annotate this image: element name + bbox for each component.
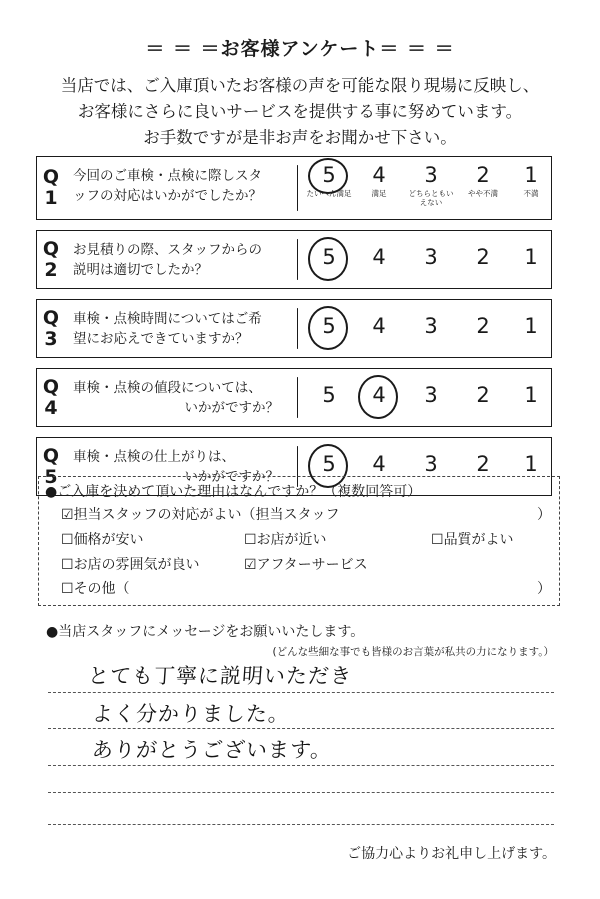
score-value: 2 bbox=[476, 383, 490, 407]
score-option[interactable] bbox=[507, 157, 555, 219]
score-option[interactable] bbox=[507, 231, 555, 288]
intro-line: お手数ですが是非お声をお聞かせ下さい。 bbox=[143, 128, 457, 147]
score-value: 3 bbox=[424, 452, 438, 476]
divider bbox=[297, 308, 298, 349]
score-group bbox=[303, 300, 551, 357]
divider bbox=[297, 165, 298, 211]
score-value: 2 bbox=[476, 245, 490, 269]
message-heading: ●当店スタッフにメッセージをお願いいたします。 bbox=[46, 624, 365, 640]
question-text-line: 今回のご車検・点検に際しスタ bbox=[73, 168, 262, 184]
writing-line bbox=[48, 765, 554, 766]
writing-line bbox=[48, 824, 554, 825]
selected-circle-icon bbox=[308, 237, 348, 281]
score-value: 1 bbox=[524, 452, 538, 476]
question-number-char: Q bbox=[42, 166, 60, 188]
question-number-char: 1 bbox=[44, 187, 58, 209]
score-label: 不満 bbox=[523, 189, 539, 198]
intro-text bbox=[0, 73, 600, 151]
reason-label: アフターサービス bbox=[256, 557, 368, 573]
question-number bbox=[37, 369, 65, 426]
checkbox-icon[interactable]: ☐ bbox=[61, 532, 74, 548]
score-group bbox=[303, 231, 551, 288]
score-group bbox=[303, 157, 551, 219]
reason-label: お店の雰囲気が良い bbox=[73, 557, 200, 573]
score-option[interactable] bbox=[355, 157, 403, 219]
reasons-box bbox=[38, 476, 560, 606]
score-value: 4 bbox=[372, 452, 386, 476]
question-number-char: 5 bbox=[44, 465, 58, 488]
question-text-line: ッフの対応はいかがでしたか？ bbox=[73, 188, 262, 204]
question-number bbox=[37, 231, 65, 288]
close-paren: ） bbox=[537, 581, 551, 597]
score-option[interactable] bbox=[459, 369, 507, 426]
score-value: 5 bbox=[322, 452, 336, 476]
score-option[interactable] bbox=[305, 231, 353, 288]
question-text-line: 車検・点検時間についてはご希 bbox=[73, 311, 262, 327]
score-group bbox=[303, 369, 551, 426]
score-value: 2 bbox=[476, 314, 490, 338]
footer-thanks: ご協力心よりお礼申し上げます。 bbox=[347, 846, 556, 862]
score-value: 5 bbox=[322, 314, 336, 338]
score-option[interactable] bbox=[407, 157, 455, 219]
score-value: 1 bbox=[524, 163, 538, 187]
score-option[interactable] bbox=[459, 231, 507, 288]
score-label: やや不満 bbox=[468, 189, 498, 198]
intro-line: 当店では、ご入庫頂いたお客様の声を可能な限り現場に反映し、 bbox=[60, 76, 540, 95]
question-number bbox=[37, 300, 65, 357]
selected-circle-icon bbox=[308, 306, 348, 350]
score-value: 4 bbox=[372, 383, 386, 407]
checkbox-icon[interactable]: ☐ bbox=[61, 557, 74, 573]
score-value: 4 bbox=[372, 163, 386, 187]
checkbox-checked-icon[interactable]: ☑ bbox=[61, 507, 74, 523]
question-text-line: お見積りの際、スタッフからの bbox=[73, 242, 262, 258]
question-table bbox=[36, 156, 552, 506]
divider bbox=[297, 239, 298, 280]
selected-circle-icon bbox=[308, 158, 348, 194]
question-text bbox=[73, 240, 285, 280]
score-label: 満足 bbox=[371, 189, 387, 198]
score-value: 5 bbox=[322, 245, 336, 269]
score-value: 5 bbox=[322, 383, 336, 407]
question-text bbox=[73, 378, 285, 418]
message-note: (どんな些細な事でも皆様のお言葉が私共の力になります。） bbox=[272, 646, 554, 658]
question-row bbox=[36, 368, 552, 427]
reason-label: お店が近い bbox=[256, 532, 327, 548]
selected-circle-icon bbox=[358, 375, 398, 419]
reason-label: 価格が安い bbox=[73, 532, 144, 548]
checkbox-icon[interactable]: ☐ bbox=[61, 581, 74, 597]
score-option[interactable] bbox=[507, 369, 555, 426]
reason-option-quality[interactable] bbox=[431, 529, 514, 549]
reason-label: 担当スタッフの対応がよい（担当スタッフ bbox=[73, 507, 340, 523]
score-option[interactable] bbox=[459, 300, 507, 357]
question-row bbox=[36, 299, 552, 358]
reasons-heading: ●ご入庫を決めて頂いた理由はなんですか？（複数回答可） bbox=[45, 484, 422, 500]
score-value: 1 bbox=[524, 383, 538, 407]
writing-line bbox=[48, 692, 554, 693]
reason-option-near[interactable] bbox=[244, 529, 327, 549]
question-number-char: Q bbox=[42, 237, 60, 260]
checkbox-icon[interactable]: ☐ bbox=[431, 532, 444, 548]
checkbox-checked-icon[interactable]: ☑ bbox=[244, 557, 257, 573]
reason-option-aftercare[interactable] bbox=[244, 554, 368, 574]
score-value: 5 bbox=[322, 163, 336, 187]
score-value: 1 bbox=[524, 314, 538, 338]
score-option[interactable] bbox=[305, 369, 353, 426]
score-value: 4 bbox=[372, 314, 386, 338]
reason-label: その他（ bbox=[73, 581, 130, 597]
question-number-char: 3 bbox=[44, 327, 58, 350]
question-number-char: Q bbox=[42, 375, 60, 398]
question-row bbox=[36, 156, 552, 220]
question-text bbox=[73, 309, 285, 349]
writing-line bbox=[48, 792, 554, 793]
reason-label: 品質がよい bbox=[443, 532, 514, 548]
handwritten-line: ありがとうございます。 bbox=[91, 738, 334, 762]
score-option[interactable] bbox=[305, 300, 353, 357]
question-text-line: いかがですか？ bbox=[184, 469, 279, 485]
question-number-char: Q bbox=[42, 444, 60, 467]
score-value: 3 bbox=[424, 314, 438, 338]
handwritten-line: よく分かりました。 bbox=[91, 702, 291, 726]
score-option[interactable] bbox=[407, 300, 455, 357]
score-option[interactable] bbox=[355, 231, 403, 288]
question-text-line: 望にお応えできていますか？ bbox=[73, 331, 249, 347]
reason-option-atmosphere[interactable] bbox=[61, 554, 200, 574]
score-option[interactable] bbox=[407, 369, 455, 426]
intro-line: お客様にさらに良いサービスを提供する事に努めています。 bbox=[77, 102, 523, 121]
score-value: 2 bbox=[476, 163, 490, 187]
score-value: 4 bbox=[372, 245, 386, 269]
score-option[interactable] bbox=[407, 231, 455, 288]
reason-option-other[interactable] bbox=[61, 578, 130, 598]
score-value: 1 bbox=[524, 245, 538, 269]
question-text bbox=[73, 166, 285, 206]
question-text-line: 車検・点検の仕上がりは、 bbox=[73, 449, 235, 465]
score-option[interactable] bbox=[355, 369, 403, 426]
score-label: たいへん満足 bbox=[306, 189, 352, 198]
handwritten-line: とても丁寧に説明いただき bbox=[87, 664, 353, 688]
writing-line bbox=[48, 728, 554, 729]
question-text-line: 車検・点検の値段については、 bbox=[73, 380, 262, 396]
divider bbox=[297, 377, 298, 418]
close-paren: ） bbox=[537, 507, 551, 523]
question-text-line: 説明は適切でしたか？ bbox=[73, 262, 208, 278]
score-value: 3 bbox=[424, 383, 438, 407]
question-number-char: Q bbox=[42, 306, 60, 329]
reason-option-staff[interactable] bbox=[61, 504, 340, 524]
score-option[interactable] bbox=[507, 300, 555, 357]
score-label: どちらともいえない bbox=[408, 189, 454, 207]
question-number-char: 4 bbox=[44, 396, 58, 419]
checkbox-icon[interactable]: ☐ bbox=[244, 532, 257, 548]
score-option[interactable] bbox=[355, 300, 403, 357]
question-text-line: いかがですか？ bbox=[184, 400, 279, 416]
question-number-char: 2 bbox=[44, 258, 58, 281]
score-value: 3 bbox=[424, 163, 438, 187]
score-value: 3 bbox=[424, 245, 438, 269]
page-title: ＝ ＝ ＝お客様アンケート＝ ＝ ＝ bbox=[145, 38, 455, 60]
score-option[interactable] bbox=[459, 157, 507, 219]
question-number bbox=[37, 157, 65, 219]
reason-option-price[interactable] bbox=[61, 529, 144, 549]
score-value: 2 bbox=[476, 452, 490, 476]
score-option[interactable] bbox=[305, 157, 353, 219]
question-row bbox=[36, 230, 552, 289]
